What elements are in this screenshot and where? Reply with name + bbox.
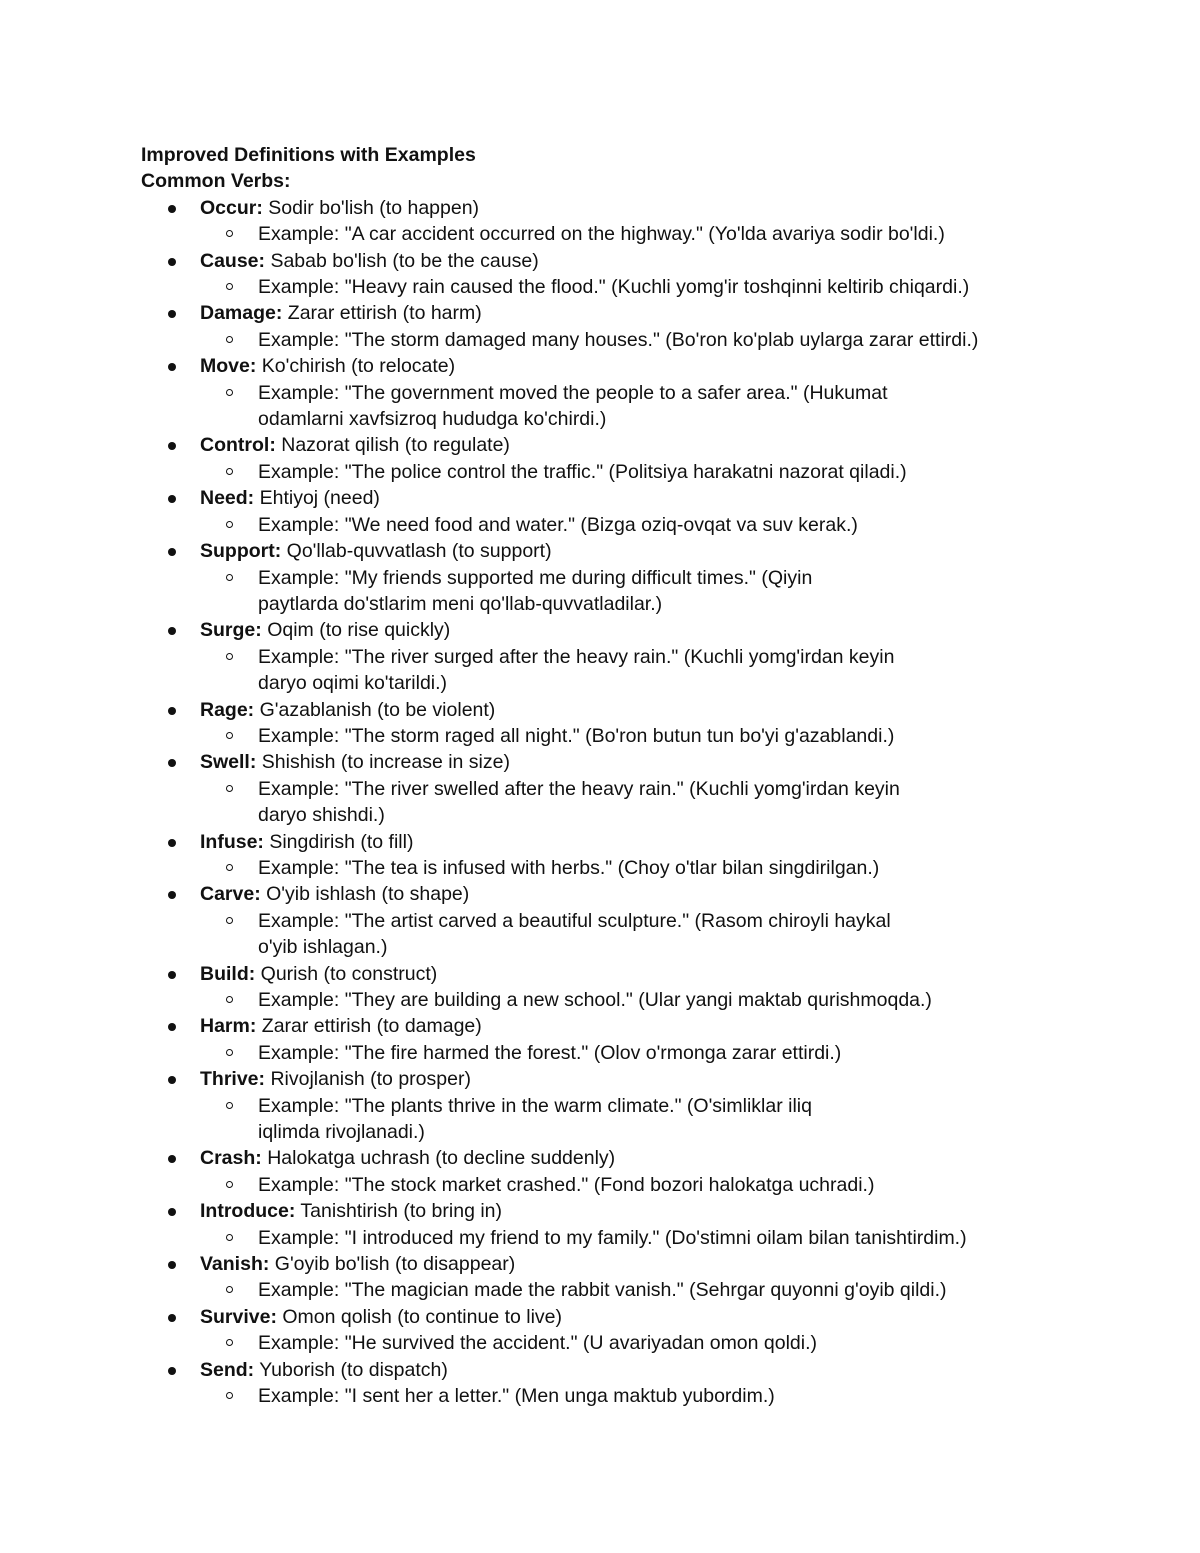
- example-item: [200, 459, 1058, 485]
- verb-definition: Singdirish (to fill): [269, 830, 414, 853]
- example-item: [200, 1277, 1058, 1303]
- verb-item: [141, 881, 1081, 960]
- verb-definition: Omon qolish (to continue to live): [282, 1305, 563, 1328]
- hollow-bullet-icon: [226, 389, 233, 396]
- example-list: [200, 1225, 1081, 1251]
- example-text-line: Example: "He survived the accident." (U avariyadan omon qoldi.): [258, 1332, 818, 1355]
- verb-item: [141, 300, 1081, 353]
- example-text-line: Example: "The tea is infused with herbs." (Choy o'tlar bilan singdirilgan.): [258, 856, 880, 879]
- verb-definition: Ko'chirish (to relocate): [261, 355, 456, 378]
- verb-term: Control:: [200, 434, 276, 457]
- example-text-line: daryo oqimi ko'tarildi.): [258, 672, 448, 695]
- verb-term: Move:: [200, 355, 257, 378]
- verb-definition: Shishish (to increase in size): [261, 751, 510, 774]
- bullet-icon: [168, 442, 176, 450]
- verb-item: [141, 538, 1081, 617]
- verb-definition: Halokatga uchrash (to decline suddenly): [267, 1147, 616, 1170]
- bullet-icon: [168, 1208, 176, 1216]
- bullet-icon: [168, 548, 176, 556]
- verb-term: Surge:: [200, 619, 262, 642]
- bullet-icon: [168, 495, 176, 503]
- example-list: [200, 327, 1081, 353]
- verb-term: Swell:: [200, 751, 257, 774]
- example-text-line: Example: "My friends supported me during difficult times." (Qiyin: [258, 566, 813, 589]
- hollow-bullet-icon: [226, 996, 233, 1003]
- document-title: Improved Definitions with Examples: [141, 144, 476, 166]
- example-item: [200, 1172, 1058, 1198]
- verb-item: [141, 749, 1081, 828]
- verb-item: [141, 829, 1081, 882]
- hollow-bullet-icon: [226, 1339, 233, 1346]
- hollow-bullet-icon: [226, 521, 233, 528]
- example-text-line: Example: "The magician made the rabbit vanish." (Sehrgar quyonni g'oyib qildi.): [258, 1279, 947, 1302]
- example-list: [200, 987, 1081, 1013]
- example-text-line: Example: "We need food and water." (Bizga oziq-ovqat va suv kerak.): [258, 513, 858, 536]
- example-item: [200, 776, 1058, 829]
- verb-definition: Yuborish (to dispatch): [259, 1358, 448, 1381]
- verb-term: Carve:: [200, 883, 261, 906]
- example-list: [200, 1093, 1081, 1146]
- hollow-bullet-icon: [226, 1102, 233, 1109]
- example-list: [200, 221, 1081, 247]
- example-text-line: Example: "The police control the traffic." (Politsiya harakatni nazorat qiladi.): [258, 460, 907, 483]
- bullet-icon: [168, 1314, 176, 1322]
- hollow-bullet-icon: [226, 1392, 233, 1399]
- example-text-line: Example: "They are building a new school." (Ular yangi maktab qurishmoqda.): [258, 989, 932, 1011]
- verb-term: Damage:: [200, 302, 283, 325]
- example-text-line: Example: "The artist carved a beautiful sculpture." (Rasom chiroyli haykal: [258, 909, 891, 932]
- example-list: [200, 512, 1081, 538]
- verb-term: Occur:: [200, 196, 263, 219]
- verb-definition: Qo'llab-quvvatlash (to support): [286, 540, 552, 563]
- verb-definition: Rivojlanish (to prosper): [270, 1068, 471, 1091]
- example-list: [200, 776, 1081, 829]
- example-list: [200, 1277, 1081, 1303]
- hollow-bullet-icon: [226, 574, 233, 581]
- example-text-line: Example: "The storm raged all night." (Bo'ron butun tun bo'yi g'azablandi.): [258, 724, 895, 747]
- verb-term: Infuse:: [200, 830, 264, 853]
- example-list: [200, 723, 1081, 749]
- bullet-icon: [168, 258, 176, 266]
- example-text-line: Example: "I introduced my friend to my family." (Do'stimni oilam bilan tanishtirdim.): [258, 1226, 967, 1249]
- example-text-line: Example: "The government moved the people to a safer area." (Hukumat: [258, 381, 888, 404]
- example-item: [200, 565, 1058, 618]
- verb-term: Harm:: [200, 1015, 257, 1038]
- verb-item: [141, 1145, 1081, 1198]
- verb-item: [141, 1066, 1081, 1145]
- verb-definition: G'oyib bo'lish (to disappear): [274, 1253, 516, 1276]
- verb-term: Vanish:: [200, 1253, 270, 1276]
- example-item: [200, 908, 1058, 961]
- example-item: [200, 1225, 1058, 1251]
- example-text-line: Example: "Heavy rain caused the flood." (Kuchli yomg'ir toshqinni keltirib chiqardi.): [258, 276, 970, 299]
- hollow-bullet-icon: [226, 283, 233, 290]
- verb-item: [141, 353, 1081, 432]
- hollow-bullet-icon: [226, 1286, 233, 1293]
- verb-definition: Sodir bo'lish (to happen): [268, 196, 480, 219]
- example-item: [200, 723, 1058, 749]
- bullet-icon: [168, 310, 176, 318]
- verb-term: Need:: [200, 487, 255, 510]
- example-text-line: Example: "The river surged after the heavy rain." (Kuchli yomg'irdan keyin: [258, 645, 895, 668]
- hollow-bullet-icon: [226, 917, 233, 924]
- example-item: [200, 987, 1058, 1013]
- hollow-bullet-icon: [226, 1181, 233, 1188]
- verb-term: Crash:: [200, 1147, 262, 1170]
- example-list: [200, 380, 1081, 433]
- example-item: [200, 855, 1058, 881]
- example-list: [200, 1330, 1081, 1356]
- verb-term: Cause:: [200, 249, 266, 272]
- bullet-icon: [168, 971, 176, 979]
- bullet-icon: [168, 891, 176, 899]
- verb-definition: Oqim (to rise quickly): [267, 619, 451, 642]
- hollow-bullet-icon: [226, 785, 233, 792]
- example-text-line: Example: "The fire harmed the forest." (Olov o'rmonga zarar ettirdi.): [258, 1041, 842, 1064]
- example-text-line: iqlimda rivojlanadi.): [258, 1121, 425, 1144]
- verb-definition: Nazorat qilish (to regulate): [281, 434, 510, 457]
- bullet-icon: [168, 205, 176, 213]
- verb-definition: O'yib ishlash (to shape): [266, 883, 470, 906]
- example-list: [200, 274, 1081, 300]
- example-list: [200, 1172, 1081, 1198]
- bullet-icon: [168, 627, 176, 635]
- verb-definition: Tanishtirish (to bring in): [300, 1200, 503, 1223]
- hollow-bullet-icon: [226, 336, 233, 343]
- bullet-icon: [168, 363, 176, 371]
- verb-item: [141, 1304, 1081, 1357]
- verb-term: Introduce:: [200, 1200, 296, 1223]
- verb-definition: Ehtiyoj (need): [259, 487, 380, 510]
- section-heading: Common Verbs:: [141, 170, 291, 193]
- example-item: [200, 644, 1058, 697]
- example-text-line: Example: "The stock market crashed." (Fond bozori halokatga uchradi.): [258, 1173, 875, 1196]
- example-item: [200, 221, 1058, 247]
- verb-definition: Qurish (to construct): [260, 962, 438, 985]
- example-item: [200, 274, 1058, 300]
- verb-item: [141, 1357, 1081, 1410]
- verb-item: [141, 195, 1081, 248]
- verb-term: Build:: [200, 962, 256, 985]
- hollow-bullet-icon: [226, 864, 233, 871]
- example-text-line: daryo shishdi.): [258, 804, 385, 827]
- verb-term: Send:: [200, 1358, 255, 1381]
- hollow-bullet-icon: [226, 732, 233, 739]
- example-text-line: odamlarni xavfsizroq hududga ko'chirdi.): [258, 408, 607, 431]
- verb-list: [141, 195, 1081, 1410]
- example-item: [200, 1383, 1058, 1409]
- verb-item: [141, 697, 1081, 750]
- verb-definition: Zarar ettirish (to damage): [261, 1015, 482, 1038]
- hollow-bullet-icon: [226, 230, 233, 237]
- example-list: [200, 1383, 1081, 1409]
- example-text-line: Example: "The plants thrive in the warm climate." (O'simliklar iliq: [258, 1094, 812, 1117]
- example-text-line: Example: "The river swelled after the heavy rain." (Kuchli yomg'irdan keyin: [258, 777, 900, 800]
- bullet-icon: [168, 1261, 176, 1269]
- hollow-bullet-icon: [226, 653, 233, 660]
- verb-term: Thrive:: [200, 1068, 266, 1091]
- bullet-icon: [168, 1076, 176, 1084]
- example-item: [200, 380, 1058, 433]
- example-item: [200, 512, 1058, 538]
- verb-item: [141, 1198, 1081, 1251]
- example-item: [200, 327, 1058, 353]
- bullet-icon: [168, 1023, 176, 1031]
- hollow-bullet-icon: [226, 1234, 233, 1241]
- verb-definition: Sabab bo'lish (to be the cause): [270, 249, 539, 272]
- bullet-icon: [168, 759, 176, 767]
- verb-item: [141, 617, 1081, 696]
- verb-item: [141, 961, 1081, 1014]
- example-list: [200, 565, 1081, 618]
- verb-item: [141, 1251, 1081, 1304]
- bullet-icon: [168, 1155, 176, 1163]
- bullet-icon: [168, 839, 176, 847]
- verb-definition: Zarar ettirish (to harm): [287, 302, 482, 325]
- example-text-line: o'yib ishlagan.): [258, 936, 388, 959]
- verb-item: [141, 248, 1081, 301]
- example-text-line: Example: "I sent her a letter." (Men unga maktub yubordim.): [258, 1385, 775, 1408]
- example-list: [200, 459, 1081, 485]
- verb-term: Survive:: [200, 1305, 277, 1328]
- hollow-bullet-icon: [226, 468, 233, 475]
- example-text-line: Example: "The storm damaged many houses." (Bo'ron ko'plab uylarga zarar ettirdi.): [258, 328, 979, 351]
- example-list: [200, 908, 1081, 961]
- verb-definition: G'azablanish (to be violent): [259, 698, 496, 721]
- example-text-line: paytlarda do'stlarim meni qo'llab-quvvatladilar.): [258, 592, 663, 615]
- example-list: [200, 644, 1081, 697]
- verb-item: [141, 485, 1081, 538]
- example-list: [200, 855, 1081, 881]
- example-list: [200, 1040, 1081, 1066]
- verb-item: [141, 432, 1081, 485]
- example-text-line: Example: "A car accident occurred on the highway." (Yo'lda avariya sodir bo'ldi.): [258, 223, 945, 246]
- verb-term: Support:: [200, 540, 282, 563]
- verb-item: [141, 1013, 1081, 1066]
- bullet-icon: [168, 707, 176, 715]
- example-item: [200, 1093, 1058, 1146]
- document-body: [141, 142, 1081, 1410]
- verb-term: Rage:: [200, 698, 255, 721]
- example-item: [200, 1330, 1058, 1356]
- hollow-bullet-icon: [226, 1049, 233, 1056]
- bullet-icon: [168, 1367, 176, 1375]
- example-item: [200, 1040, 1058, 1066]
